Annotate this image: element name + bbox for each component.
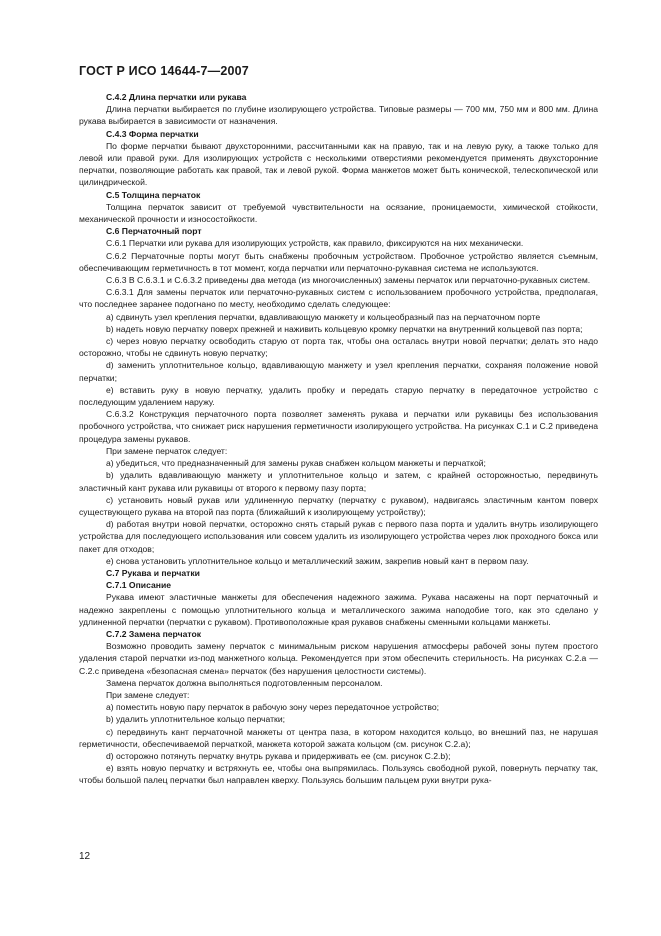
list-item: b) удалить вдавливающую манжету и уплотнительное кольцо и затем, с крайней осторожностью, передвинуть эластичный кант рукава или рукавицы от второго к первому пазу порта; [79, 470, 598, 493]
paragraph: По форме перчатки бывают двухсторонними, рассчитанными как на правую, так и на левую руку, а также только для левой или правой руки. Для изолирующих устройств с несколькими отверстиями рекомендуется применять двухсторонние перчатки, позволяющие работать как правой, так и левой рукой. Форма манжетов может быть конической, телескопической или цилиндрической. [79, 140, 598, 188]
list-item: а) поместить новую пару перчаток в рабочую зону через передаточное устройство; [106, 702, 439, 713]
paragraph: С.6.3 В С.6.3.1 и С.6.3.2 приведены два метода (из многочисленных) замены перчаток или перчаточно-рукавных систем. [106, 275, 591, 286]
list-item: b) надеть новую перчатку поверх прежней и наживить кольцевую кромку перчатки на внутренний кольцевой паз порта; [106, 323, 583, 334]
paragraph: При замене следует: [106, 689, 190, 700]
list-item: d) работая внутри новой перчатки, осторожно снять старый рукав с первого паза порта и удалить внутрь изолирующего устройства для последующего использования или совсем удалить из изолирующего устройства через люк проходного бокса или пакет для отходов; [79, 519, 598, 554]
paragraph: С.6.3.1 Для замены перчаток или перчаточно-рукавных систем с использованием пробочного устройства, предполагая, что последнее заранее подогнано по месту, необходимо сделать следующее: [79, 287, 598, 310]
section-heading: С.5 Толщина перчаток [106, 189, 201, 200]
paragraph: С.6.3.2 Конструкция перчаточного порта позволяет заменять рукава и перчатки или рукавицы без использования пробочного устройства, что снижает риск нарушения герметичности изолирующего устройства. На рисунках С.1 и С.2 приведена процедура замены рукавов. [79, 409, 598, 444]
section-heading: С.6 Перчаточный порт [106, 226, 202, 237]
paragraph: Длина перчатки выбирается по глубине изолирующего устройства. Типовые размеры — 700 мм, 750 мм и 800 мм. Длина рукава выбирается в зависимости от назначения. [79, 104, 598, 127]
list-item: е) вставить руку в новую перчатку, удалить пробку и передать старую перчатку в передаточное устройство с последующим удалением наружу. [79, 384, 598, 408]
list-item: d) осторожно потянуть перчатку внутрь рукава и придерживать ее (см. рисунок С.2.b); [106, 750, 451, 761]
document-body [79, 91, 598, 787]
list-item: с) передвинуть кант перчаточной манжеты от центра паза, в котором находится кольцо, во внешний паз, не нарушая герметичности, обеспечиваемой перчаткой, манжета которой зажата кольцом (см. рисунок С.2.а); [79, 726, 598, 749]
paragraph: Возможно проводить замену перчаток с минимальным риском нарушения атмосферы рабочей зоны путем простого удаления старой перчатки из-под манжетного кольца. Рекомендуется при этом обеспечить стерильность. На рисунках С.2.а — С.2.с приведена «безопасная смена» перчаток (без нарушения целостности системы). [79, 641, 598, 676]
list-item: с) установить новый рукав или удлиненную перчатку (перчатку с рукавом), надвигаясь эластичным кантом поверх существующего рукава на второй паз порта (ближайший к изолирующему устройству); [79, 494, 598, 517]
list-item: а) сдвинуть узел крепления перчатки, вдавливающую манжету и кольцеобразный паз на перчаточном порте [106, 311, 541, 322]
document-header: ГОСТ Р ИСО 14644-7—2007 [79, 64, 249, 78]
paragraph: Замена перчаток должна выполняться подготовленным персоналом. [106, 677, 383, 688]
paragraph: При замене перчаток следует: [106, 445, 228, 456]
section-heading: С.7 Рукава и перчатки [106, 567, 200, 578]
list-item: d) заменить уплотнительное кольцо, вдавливающую манжету и узел крепления перчатки, сохраняя положение новой перчатки; [79, 360, 598, 383]
section-heading: С.4.2 Длина перчатки или рукава [106, 92, 247, 102]
paragraph: С.6.1 Перчатки или рукава для изолирующих устройств, как правило, фиксируются на них механически. [106, 238, 524, 249]
paragraph: С.6.2 Перчаточные порты могут быть снабжены пробочным устройством. Пробочное устройство является съемным, обеспечивающим герметичность в тот момент, когда перчатки или перчаточно-рукавная система не используются. [79, 250, 598, 273]
list-item: а) убедиться, что предназначенный для замены рукав снабжен кольцом манжеты и перчаткой; [106, 458, 486, 469]
page-number: 12 [79, 851, 91, 862]
list-item: b) удалить уплотнительное кольцо перчатки; [106, 714, 286, 725]
section-heading: С.4.3 Форма перчатки [106, 128, 199, 139]
paragraph: Рукава имеют эластичные манжеты для обеспечения надежного зажима. Рукава насажены на порт перчаточный и надежно закреплены с помощью уплотнительного кольца и металлического зажима наподобие того, как это сделано у удлиненной перчатки (перчатки с рукавом). Противоположные края рукавов снабжены сменными кольцами манжеты. [79, 592, 598, 627]
list-item: е) взять новую перчатку и встряхнуть ее, чтобы она выпрямилась. Пользуясь свободной рукой, повернуть перчатку так, чтобы большой палец перчатки был направлен кверху. Пользуясь большим пальцем руки внутри рука- [79, 763, 598, 786]
list-item: е) снова установить уплотнительное кольцо и металлический зажим, закрепив новый кант в первом пазу. [106, 555, 529, 566]
section-heading: С.7.2 Замена перчаток [106, 628, 202, 639]
section-heading: С.7.1 Описание [106, 580, 172, 591]
list-item: с) через новую перчатку освободить старую от порта так, чтобы она осталась внутри новой перчатки; делать это надо осторожно, чтобы не сдвинуть новую перчатку; [79, 336, 598, 359]
paragraph: Толщина перчаток зависит от требуемой чувствительности на осязание, проницаемости, химической стойкости, механической прочности и износостойкости. [79, 201, 598, 225]
